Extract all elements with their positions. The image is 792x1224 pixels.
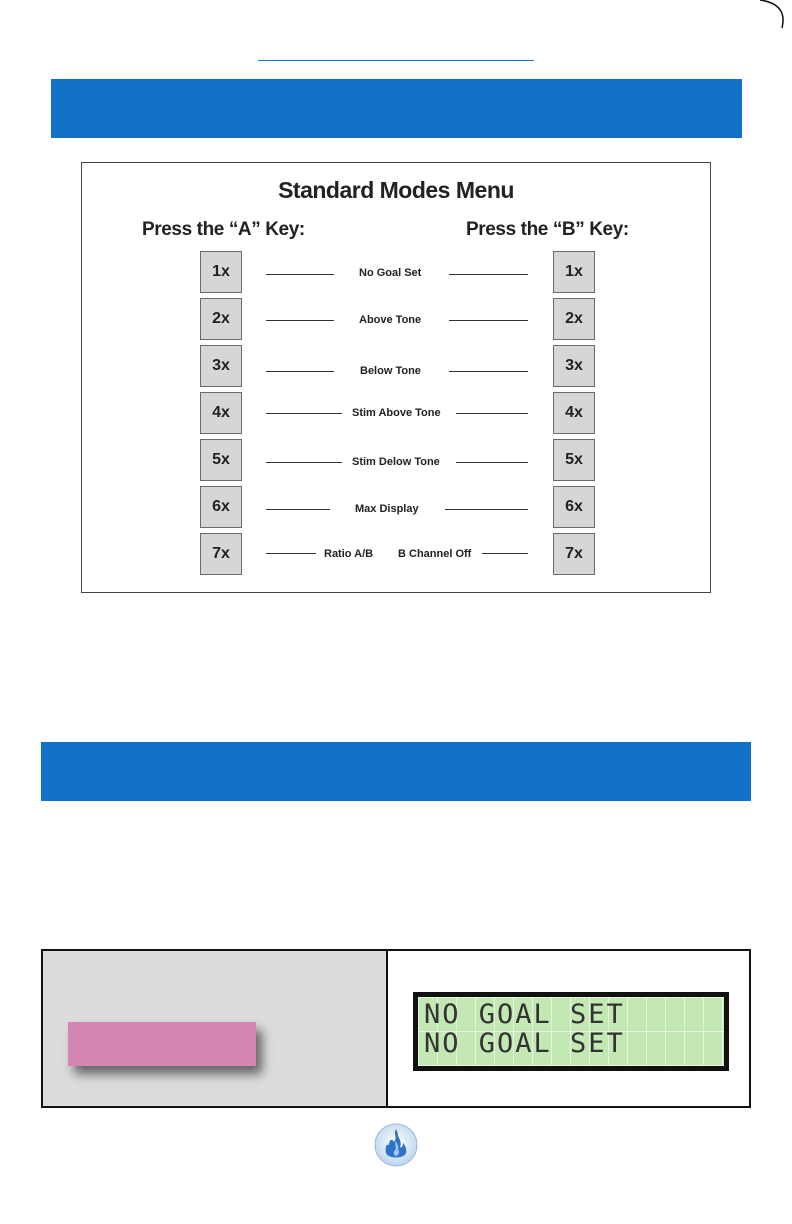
a-key-4x: 4x	[200, 392, 242, 434]
connector-line	[266, 413, 342, 414]
a-key-7x: 7x	[200, 533, 242, 575]
mode-label-stim-above-tone: Stim Above Tone	[352, 407, 441, 419]
connector-line	[266, 371, 334, 372]
mode-label-ratio-ab: Ratio A/B	[324, 548, 374, 560]
b-key-2x: 2x	[553, 298, 595, 340]
a-key-2x: 2x	[200, 298, 242, 340]
lcd-display	[413, 992, 729, 1071]
corner-curve-decoration	[0, 0, 792, 30]
connector-line	[266, 320, 334, 321]
connector-line	[266, 462, 342, 463]
lcd-line-1: NO GOAL SET	[424, 999, 625, 1030]
mode-label-max-display: Max Display	[355, 503, 419, 515]
a-key-5x: 5x	[200, 439, 242, 481]
connector-line	[482, 553, 528, 554]
mode-label-below-tone: Below Tone	[360, 365, 421, 377]
mode-label-above-tone: Above Tone	[359, 314, 422, 326]
b-key-7x: 7x	[553, 533, 595, 575]
connector-line	[266, 509, 330, 510]
connector-line	[266, 274, 334, 275]
display-table-right-cell	[388, 951, 749, 1106]
connector-line	[449, 371, 528, 372]
b-key-5x: 5x	[553, 439, 595, 481]
lcd-screen	[418, 997, 724, 1066]
a-key-6x: 6x	[200, 486, 242, 528]
display-table-left-cell	[43, 951, 388, 1106]
pink-highlight-box	[68, 1022, 256, 1066]
mode-label-b-channel-off: B Channel Off	[398, 548, 472, 560]
connector-line	[266, 553, 316, 554]
b-key-6x: 6x	[553, 486, 595, 528]
blue-flame-logo-icon	[374, 1123, 418, 1167]
b-key-3x: 3x	[553, 345, 595, 387]
mode-label-stim-delow-tone: Stim Delow Tone	[352, 456, 440, 468]
column-a-heading: Press the “A” Key:	[142, 219, 305, 240]
b-key-4x: 4x	[553, 392, 595, 434]
top-link-underline	[258, 60, 534, 61]
a-key-1x: 1x	[200, 251, 242, 293]
column-b-heading: Press the “B” Key:	[466, 219, 629, 240]
section-banner-top	[51, 79, 742, 138]
connector-line	[445, 509, 528, 510]
connector-line	[456, 462, 528, 463]
section-banner-middle	[41, 742, 751, 801]
lcd-line-2: NO GOAL SET	[424, 1028, 625, 1059]
connector-line	[449, 274, 528, 275]
menu-title: Standard Modes Menu	[278, 177, 514, 203]
standard-modes-menu	[81, 162, 711, 593]
connector-line	[456, 413, 528, 414]
display-table	[41, 949, 751, 1108]
connector-line	[449, 320, 528, 321]
b-key-1x: 1x	[553, 251, 595, 293]
mode-label-no-goal-set: No Goal Set	[359, 267, 422, 279]
a-key-3x: 3x	[200, 345, 242, 387]
